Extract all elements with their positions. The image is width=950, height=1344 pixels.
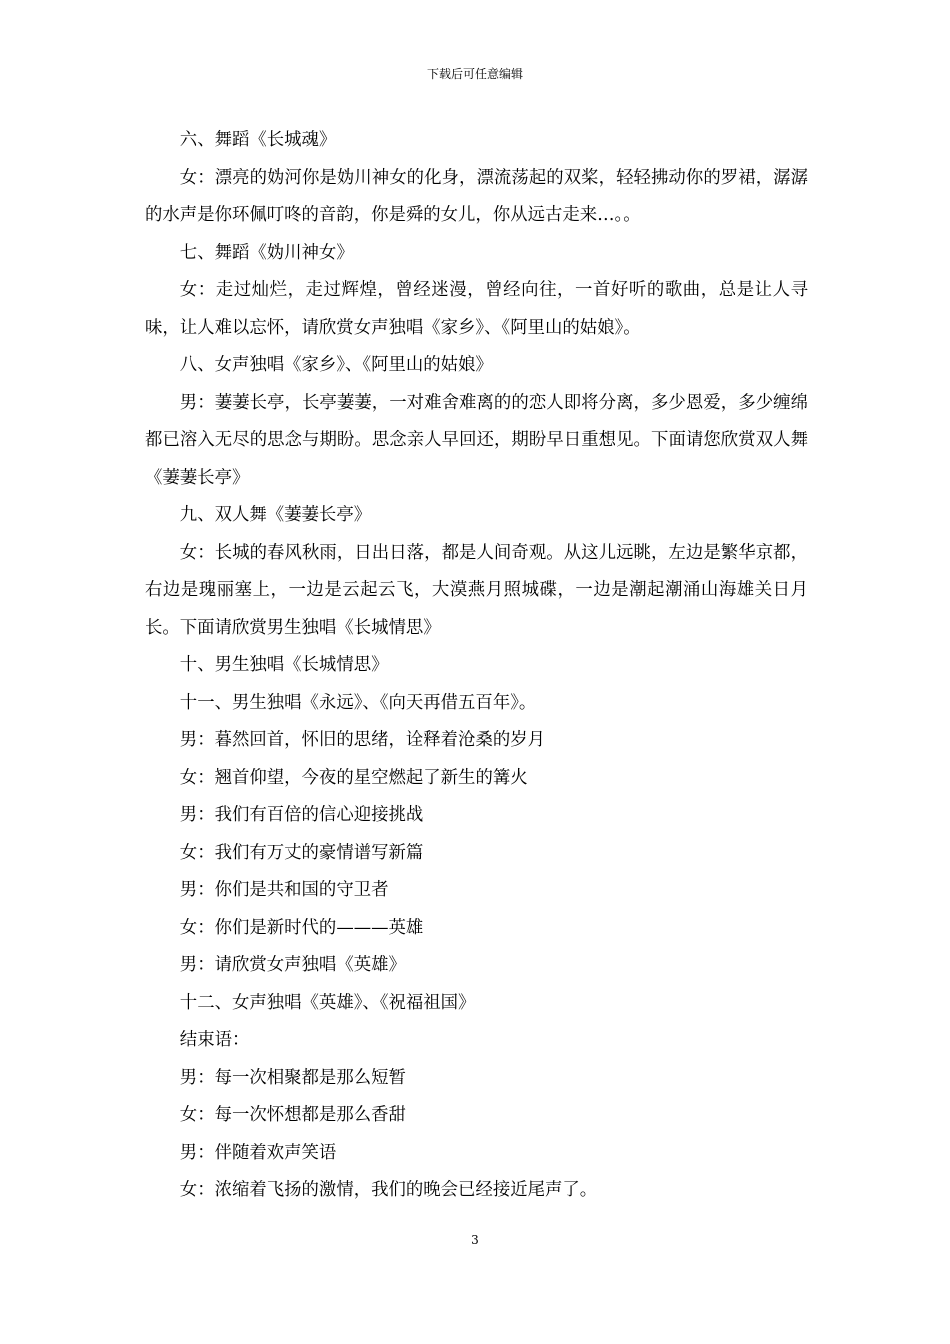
host-line: 男：伴随着欢声笑语 — [179, 1142, 337, 1163]
host-line: 女：每一次怀想都是那么香甜 — [179, 1105, 406, 1125]
host-line: 女：翘首仰望，今夜的星空燃起了新生的篝火 — [179, 767, 528, 788]
host-line: 男：你们是共和国的守卫者 — [179, 880, 389, 900]
program-item: 十、男生独唱《长城情思》 — [179, 655, 389, 675]
host-line: 男：暮然回首，怀旧的思绪，诠释着沧桑的岁月 — [179, 730, 546, 750]
host-line: 男：请欣赏女声独唱《英雄》 — [179, 955, 406, 975]
host-line: 女：长城的春风秋雨，日出日落，都是人间奇观。从这儿远眺，左边是繁华京都，右边是瑰丽塞上，一边是云起云飞，大漠燕月照城碟，一边是潮起潮涌山海雄关日月长。下面请欣赏男生独唱《长城情思》 — [145, 542, 808, 638]
program-item: 十二、女声独唱《英雄》、《祝福祖国》 — [179, 992, 476, 1013]
program-item: 九、双人舞《萋萋长亭》 — [179, 505, 372, 525]
host-line: 女：漂亮的妫河你是妫川神女的化身，漂流荡起的双桨，轻轻拂动你的罗裙，潺潺的水声是你环佩叮咚的音韵，你是舜的女儿，你从远古走来…。。 — [145, 167, 808, 225]
host-line: 女：我们有万丈的豪情谱写新篇 — [179, 842, 424, 863]
host-line: 女：你们是新时代的———英雄 — [179, 917, 424, 938]
host-line: 女：走过灿烂，走过辉煌，曾经迷漫，曾经向往，一首好听的歌曲，总是让人寻味，让人难以忘怀，请欣赏女声独唱《家乡》、《阿里山的姑娘》。 — [145, 280, 808, 338]
host-line: 男：萋萋长亭，长亭萋萋，一对难舍难离的的恋人即将分离，多少恩爱，多少缠绵都已溶入无尽的思念与期盼。思念亲人早回还，期盼早日重想见。下面请您欣赏双人舞《萋萋长亭》 — [145, 392, 808, 488]
page-header: 下载后可任意编辑 — [426, 67, 523, 81]
page-number: 3 — [471, 1233, 479, 1247]
host-line: 女：浓缩着飞扬的激情，我们的晚会已经接近尾声了。 — [179, 1180, 598, 1200]
document-body — [145, 122, 808, 1210]
program-item: 六、舞蹈《长城魂》 — [179, 130, 337, 150]
program-item: 八、女声独唱《家乡》、《阿里山的姑娘》 — [179, 355, 493, 375]
host-line: 男：每一次相聚都是那么短暂 — [179, 1067, 406, 1088]
host-line: 男：我们有百倍的信心迎接挑战 — [179, 805, 424, 825]
program-item: 十一、男生独唱《永远》、《向天再借五百年》。 — [179, 692, 537, 713]
program-item: 七、舞蹈《妫川神女》 — [179, 242, 354, 263]
section-heading: 结束语： — [179, 1030, 250, 1050]
